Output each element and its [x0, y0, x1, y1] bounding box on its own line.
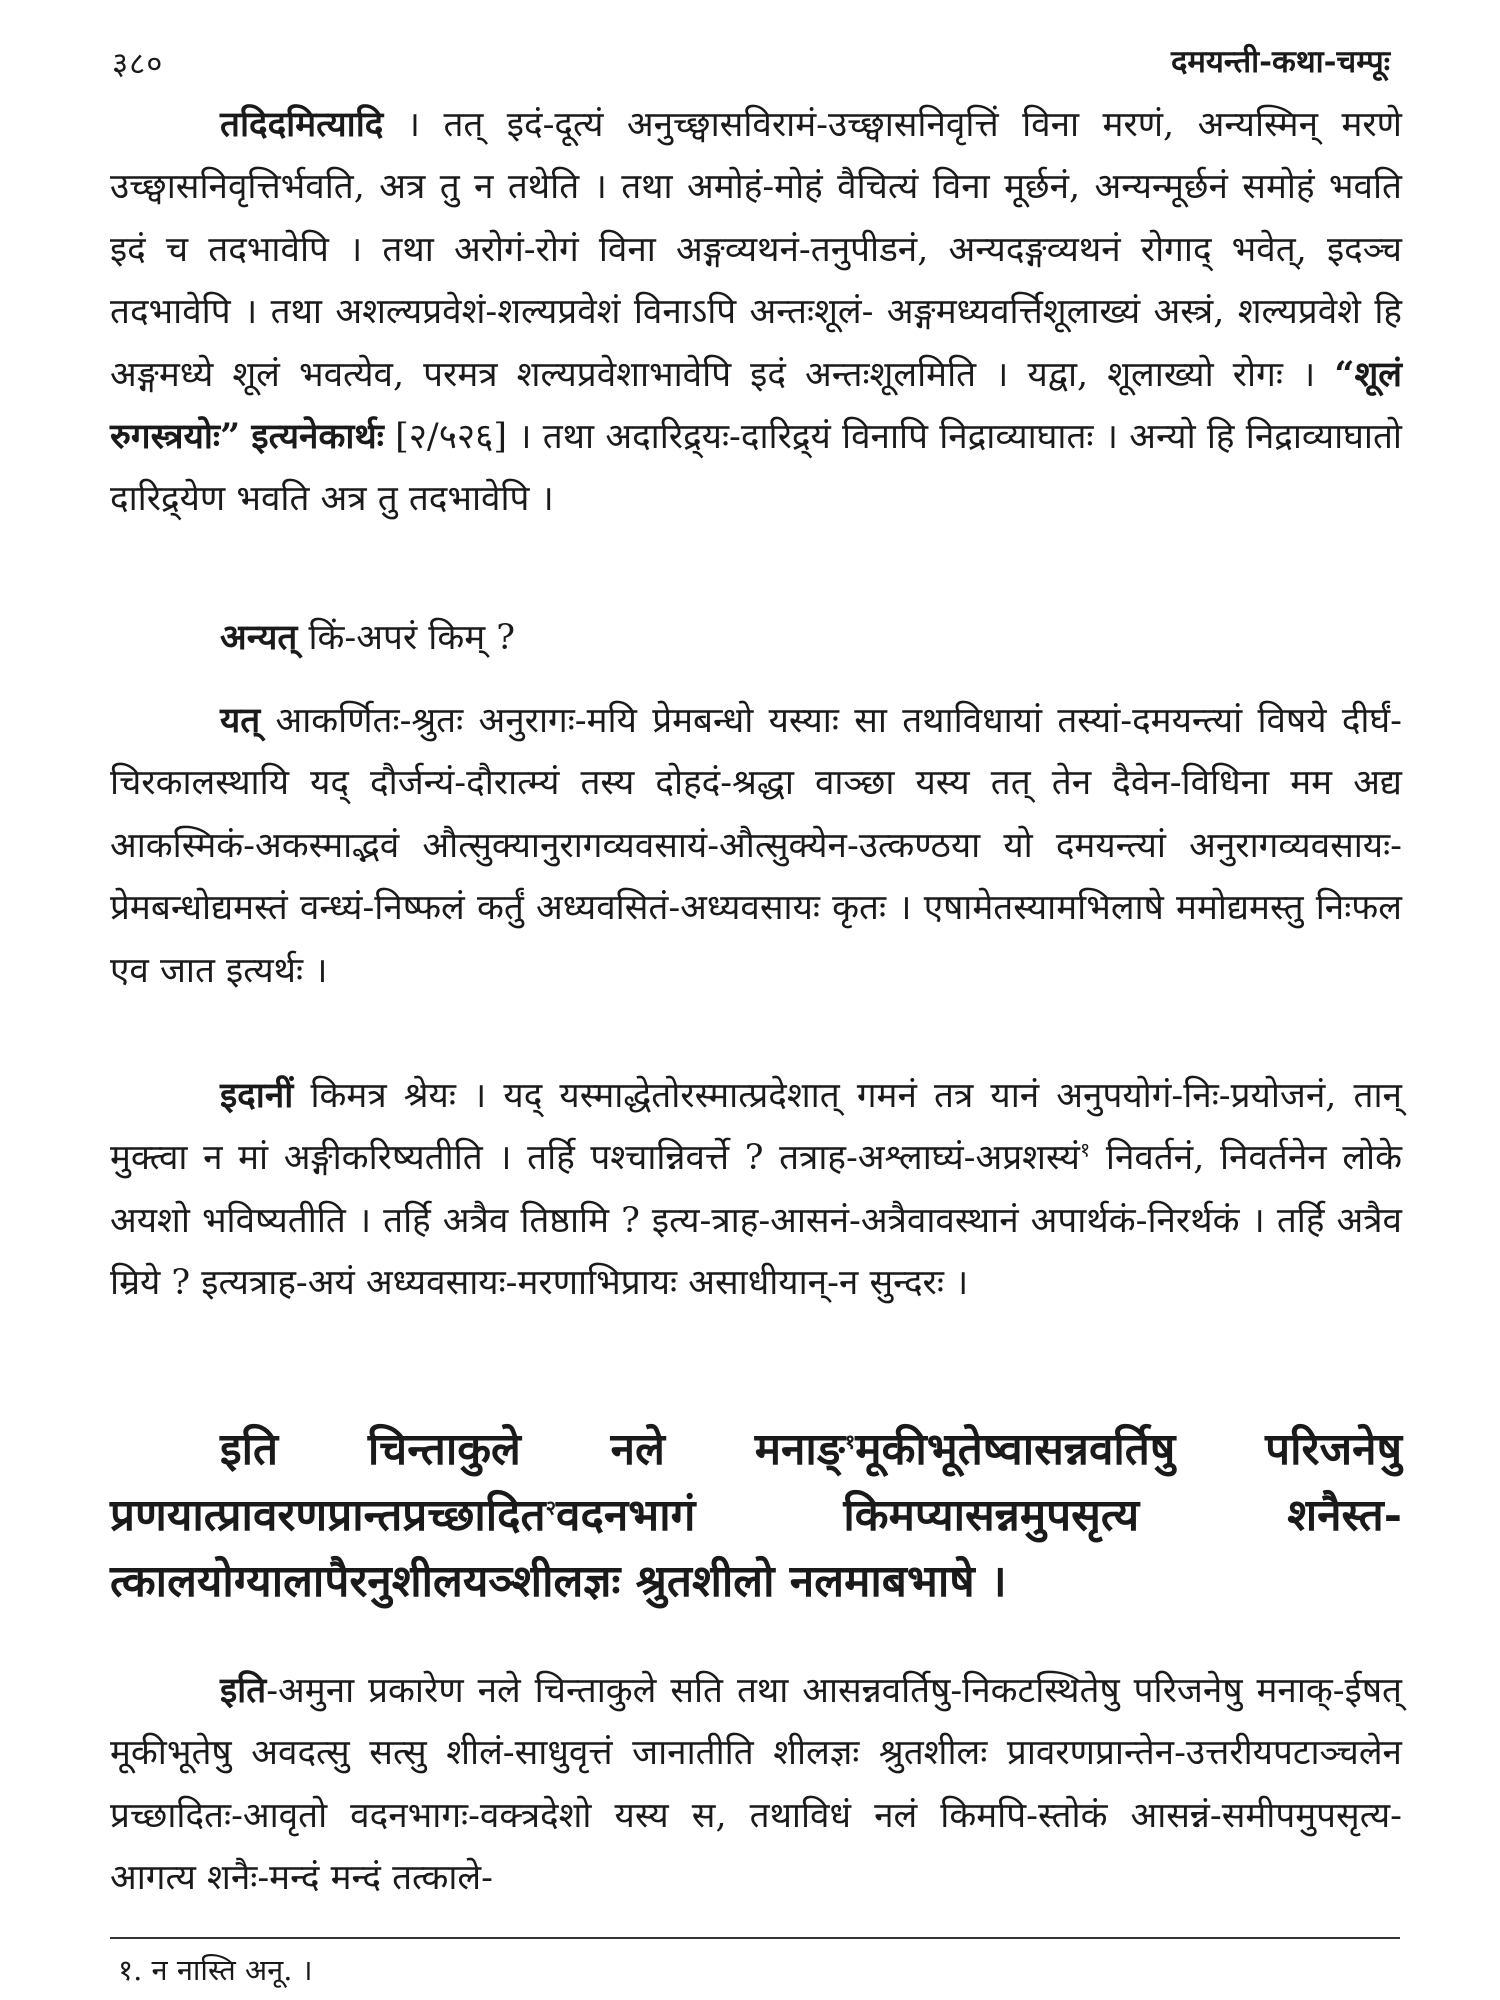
lemma: अन्यत्	[220, 617, 298, 658]
commentary-paragraph-1	[110, 94, 1402, 531]
footnote-marker: २	[545, 1495, 557, 1520]
footnote-marker: १	[844, 1429, 856, 1454]
lemma: तदिदमित्यादि	[220, 104, 384, 145]
commentary-text: आकर्णितः-श्रुतः अनुरागः-मयि प्रेमबन्धो यस्याः सा तथाविधायां तस्यां-दमयन्त्यां विषये दीर्घं-चिरकालस्थायि यद् दौर्जन्यं-दौरात्म्यं तस्य दोहदं-श्रद्धा वाञ्छा यस्य तत् तेन दैवेन-विधिना मम अद्य आकस्मिकं-अकस्माद्भवं औत्सुक्यानुरागव्यवसायं-औत्सुक्येन-उत्कण्ठया यो दमयन्त्यां अनुरागव्यवसायः-प्रेमबन्धोद्यमस्तं वन्ध्यं-निष्फलं कर्तुं अध्यवसितं-अध्यवसायः कृतः । एषामेतस्यामभिलाषे ममोद्यमस्तु निःफल एव जात इत्यर्थः ।	[110, 701, 1402, 991]
main-text-passage	[110, 1417, 1402, 1615]
citation-source: इत्यनेकार्थः	[251, 416, 384, 458]
commentary-text: -अमुना प्रकारेण नले चिन्ताकुले सति तथा आसन्नवर्तिषु-निकटस्थितेषु परिजनेषु मनाक्-ईषत् मूकीभूतेषु अवदत्सु सत्सु शीलं-साधुवृत्तं जानातीति शीलज्ञः श्रुतशीलः प्रावरणप्रान्तेन-उत्तरीयपटाञ्चलेन प्रच्छादितः-आवृतो वदनभागः-वक्त्रदेशो यस्य स, तथाविधं नलं किमपि-स्तोकं आसन्नं-समीपमुपसृत्य-आगत्य शनैः-मन्दं मन्दं तत्काले-	[110, 1671, 1402, 1899]
commentary-text: किं-अपरं किम् ?	[297, 618, 516, 658]
footnote-divider	[110, 1937, 1400, 1939]
lemma: इति	[220, 1670, 267, 1711]
footnote-marker: १	[1079, 1137, 1091, 1162]
quotation: “शूलं रुगस्त्रयोः”	[110, 353, 1402, 458]
commentary-paragraph-2	[110, 607, 1402, 669]
commentary-text: । तत् इदं-दूत्यं अनुच्छ्वासविरामं-उच्छ्वासनिवृत्तिं विना मरणं, अन्यस्मिन् मरणे उच्छ्वासनिवृत्तिर्भवति, अत्र तु न तथेति । तथा अमोहं-मोहं वैचित्यं विना मूर्छनं, अन्यन्मूर्छनं समोहं भवति इदं च तदभावेपि । तथा अरोगं-रोगं विना अङ्गव्यथनं-तनुपीडनं, अन्यदङ्गव्यथनं रोगाद् भवेत्, इदञ्च तदभावेपि । तथा अशल्यप्रवेशं-शल्यप्रवेशं विनाऽपि अन्तःशूलं- अङ्गमध्यवर्त्तिशूलाख्यं अस्त्रं, शल्यप्रवेशे हि अङ्गमध्ये शूलं भवत्येव, परमत्र शल्यप्रवेशाभावेपि इदं अन्तःशूलमिति । यद्वा, शूलाख्यो रोगः ।	[110, 105, 1402, 395]
commentary-text: निवर्तनं, निवर्तनेन लोके अयशो भविष्यतीति । तर्हि अत्रैव तिष्ठामि ? इत्य-त्राह-आसनं-अत्रैवावस्थानं अपार्थकं-निरर्थकं । तर्हि अत्रैव म्रिये ? इत्यत्राह-अयं अध्यवसायः-मरणाभिप्रायः असाधीयान्-न सुन्दरः ।	[110, 1138, 1402, 1304]
commentary-paragraph-4	[110, 1065, 1402, 1315]
commentary-text: [२/५२६] । तथा अदारिद्र्यः-दारिद्र्यं विनापि निद्राव्याघातः । अन्यो हि निद्राव्याघातो दारिद्र्येण भवति अत्र तु तदभावेपि ।	[110, 417, 1402, 520]
running-title: दमयन्ती-कथा-चम्पूः	[1170, 44, 1390, 80]
verse-text: मूकीभूतेष्वासन्नवर्तिषु परिजनेषु प्रणयात्प्रावरणप्रान्तप्रच्छादित	[110, 1424, 1402, 1541]
lemma: इदानीं	[220, 1075, 294, 1116]
footnote: १. न नास्ति अनू. ।	[118, 1953, 313, 1987]
verse-text: इति चिन्ताकुले नले मनाङ्	[220, 1424, 845, 1475]
page-number: ३८०	[112, 46, 164, 82]
commentary-paragraph-5	[110, 1660, 1402, 1910]
lemma: यत्	[220, 700, 261, 741]
verse-text: वदनभागं किमप्यासन्नमुपसृत्य शनैस्त-त्कालयोग्यालापैरनुशीलयञ्शीलज्ञः श्रुतशीलो नलमाबभाषे ।	[110, 1490, 1402, 1607]
commentary-paragraph-3	[110, 690, 1402, 1002]
commentary-text: किमत्र श्रेयः । यद् यस्माद्धेतोरस्मात्प्रदेशात् गमनं तत्र यानं अनुपयोगं-निः-प्रयोजनं, तान् मुक्त्वा न मां अङ्गीकरिष्यतीति । तर्हि पश्चान्निवर्त्ते ? तत्राह-अश्लाघ्यं-अप्रशस्यं	[110, 1076, 1402, 1179]
